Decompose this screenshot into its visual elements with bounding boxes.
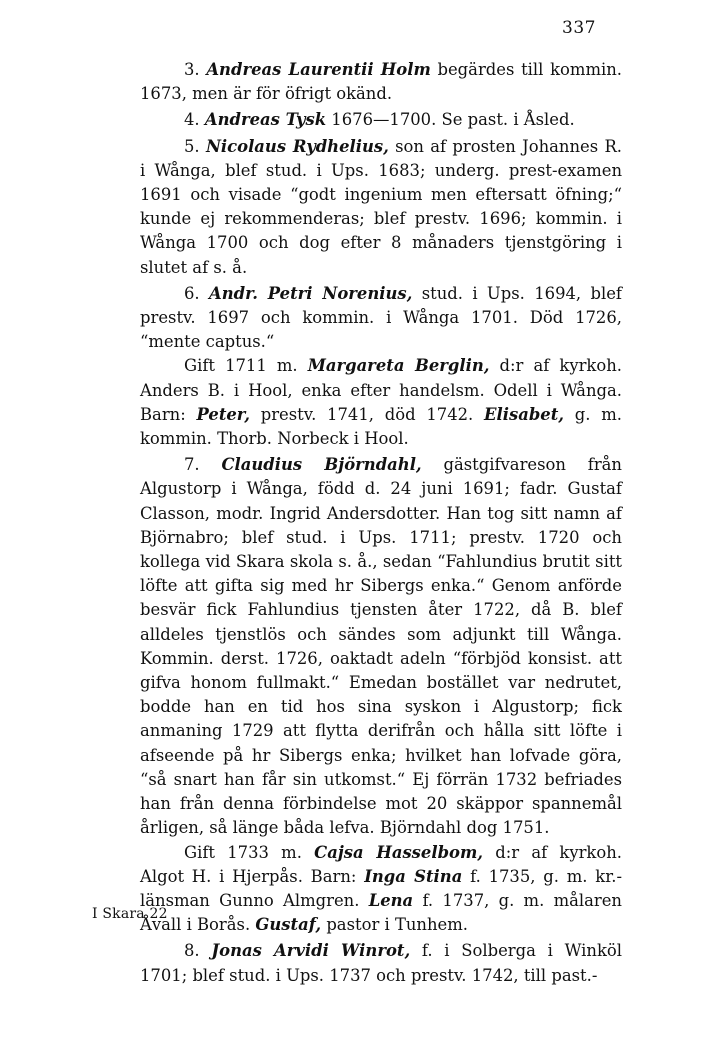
entry-text: f. 1735, g. m. kr.-länsman Gunno Almgren.: [140, 866, 623, 910]
entry-6-marriage: [140, 354, 622, 451]
entry-text: gästgifvareson från Algustorp i Wånga, född d. 24 juni 1691; fadr. Gustaf Classon, modr. Ingrid Andersdotter. Han tog sitt namn af Björnabro; blef stud. i Ups. 1711; prestv. 1720 och kollega vid Skara skola s. å., sedan “Fahlundius brutit sitt löfte att gifta sig med hr Sibergs enka.“ Genom anförde besvär fick Fahlundius tjensten åter 1722, då B. blef alldeles tjenstlös och sändes som adjunkt till Wånga. Kommin. derst. 1726, oaktadt adeln “förbjöd konsist. att gifva honom fullmakt.“ Emedan bostället var nedrutet, bodde han en tid hos sina syskon i Algustorp; fick anmaning 1729 att flytta derifrån och hålla sitt löfte i afseende på hr Sibergs enka; hvilket han lofvade göra, “så snart han får sin utkomst.“ Ej förrän 1732 befriades han från denna förbindelse mot 20 skäppor spannemål årligen, så länge båda lefva. Björndahl dog 1751.: [140, 455, 622, 838]
entry-text: Gift 1733 m.: [184, 842, 315, 862]
entry-text: f. 1737, g. m. målaren Åvall i Borås.: [140, 890, 622, 935]
page-number: 337: [562, 18, 596, 38]
person-name: Andreas Tysk: [204, 110, 327, 130]
spouse-name: Margareta Berglin,: [307, 356, 490, 376]
entry-text: stud. i Ups. 1694, blef prestv. 1697 och kommin. i Wånga 1701. Död 1726, “mente captus.“: [140, 283, 622, 352]
entry-6: [140, 282, 622, 355]
entry-text: 1676—1700. Se past. i Åsled.: [326, 110, 575, 130]
entry-7: [140, 453, 622, 840]
child-name: Elisabet,: [484, 404, 564, 424]
entry-8: [140, 939, 622, 987]
entry-text: f. i Solberga i Winköl 1701; blef stud. i Ups. 1737 och prestv. 1742, till past.-: [140, 941, 622, 985]
child-name: Peter,: [196, 404, 250, 424]
entry-number: 7.: [184, 455, 200, 475]
person-name: Nicolaus Rydhelius,: [205, 136, 389, 156]
spouse-name: Cajsa Hasselbom,: [314, 842, 484, 862]
child-name: Inga Stina: [364, 866, 463, 886]
entry-text: begärdes till kommin. 1673, men är för öfrigt okänd.: [140, 60, 622, 104]
entry-number: 3.: [184, 60, 200, 79]
entry-number: 6.: [184, 283, 200, 303]
entry-text: d:r af kyrkoh. Algot H. i Hjerpås. Barn:: [140, 842, 623, 886]
entry-3: [140, 58, 622, 106]
entry-number: 8.: [184, 941, 200, 961]
entry-text: g. m. kommin. Thorb. Norbeck i Hool.: [140, 404, 622, 449]
entry-text: Gift 1711 m.: [184, 356, 308, 376]
entry-7-marriage: [140, 841, 622, 938]
entry-4: [140, 108, 622, 132]
entry-text: prestv. 1741, död 1742.: [249, 404, 485, 424]
person-name: Claudius Björndahl,: [221, 455, 422, 475]
page-body: [140, 58, 622, 990]
entry-text: son af prosten Johannes R. i Wånga, blef stud. i Ups. 1683; underg. prest-examen 1691 och visade “godt ingenium men eftersatt öfning;“ kunde ej rekommenderas; blef prestv. 1696; kommin. i Wånga 1700 och dog efter 8 månaders tjenstgöring i slutet af s. å.: [140, 136, 622, 277]
entry-text: d:r af kyrkoh. Anders B. i Hool, enka efter handelsm. Odell i Wånga. Barn:: [140, 356, 622, 424]
entry-number: 5.: [184, 136, 200, 156]
person-name: Jonas Arvidi Winrot,: [211, 941, 411, 961]
entry-text: pastor i Tunhem.: [321, 915, 469, 935]
entry-5: [140, 135, 622, 280]
person-name: Andr. Petri Norenius,: [209, 283, 413, 303]
entry-number: 4.: [184, 110, 200, 130]
signature-mark: I Skara 22: [92, 906, 168, 922]
child-name: Gustaf,: [255, 915, 322, 935]
child-name: Lena: [368, 890, 414, 910]
person-name: Andreas Laurentii Holm: [206, 60, 431, 79]
